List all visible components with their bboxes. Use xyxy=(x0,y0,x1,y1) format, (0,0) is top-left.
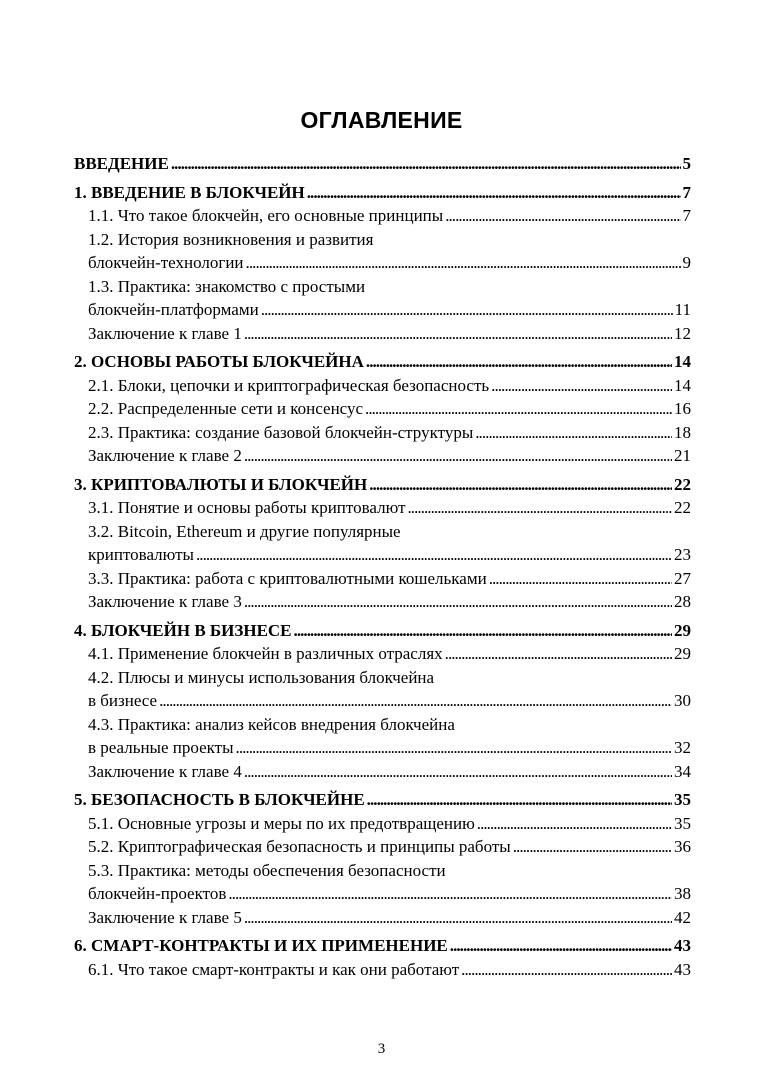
toc-entry-title: криптовалюты xyxy=(88,545,194,564)
dot-leader xyxy=(244,444,672,468)
toc-page-number: 7 xyxy=(682,206,691,225)
toc-entry-title: 6. СМАРТ-КОНТРАКТЫ И ИХ ПРИМЕНЕНИЕ xyxy=(74,936,448,955)
toc-section-entry[interactable] xyxy=(74,689,691,713)
toc-page-number: 22 xyxy=(674,474,691,494)
dot-leader xyxy=(477,812,672,836)
toc-page-number: 14 xyxy=(674,375,691,395)
toc-page-number: 43 xyxy=(674,959,691,979)
toc-entry-title: 4.1. Применение блокчейн в различных отраслях xyxy=(88,644,443,663)
toc-entry-title[interactable]: 1.2. История возникновения и развития xyxy=(88,229,374,249)
toc-page-number: 27 xyxy=(674,568,691,588)
toc-chapter-entry[interactable] xyxy=(74,934,691,958)
toc-entry-title[interactable]: 1.3. Практика: знакомство с простыми xyxy=(88,276,366,296)
toc-entry-title: 2.1. Блоки, цепочки и криптографическая безопасность xyxy=(88,375,490,395)
dot-leader xyxy=(307,181,681,205)
toc-entry-title: 3.1. Понятие и основы работы криптовалют xyxy=(88,498,406,517)
toc-page-number: 42 xyxy=(674,907,691,927)
toc-section-entry[interactable] xyxy=(74,397,691,421)
toc-entry-title: 5.1. Основные угрозы и меры по их предотвращению xyxy=(88,813,475,833)
toc-entry-title[interactable]: 3.2. Bitcoin, Ethereum и другие популярные xyxy=(88,521,401,541)
toc-page-number: 29 xyxy=(674,644,691,663)
toc-entry-title: 2.3. Практика: создание базовой блокчейн-структуры xyxy=(88,422,474,442)
toc-entry-title: 6.1. Что такое смарт-контракты и как они работают xyxy=(88,959,460,979)
toc-entry-title: блокчейн-технологии xyxy=(88,253,244,272)
toc-entry-title: блокчейн-проектов xyxy=(88,884,227,903)
toc-page-number: 18 xyxy=(674,422,691,442)
toc-entry-title[interactable]: 4.2. Плюсы и минусы использования блокчейна xyxy=(88,667,435,687)
dot-leader xyxy=(491,374,672,398)
toc-entry-title: 4. БЛОКЧЕЙН В БИЗНЕСЕ xyxy=(74,620,292,640)
dot-leader xyxy=(408,496,673,520)
dot-leader xyxy=(246,251,681,275)
toc-section-entry[interactable] xyxy=(74,298,691,322)
dot-leader xyxy=(367,788,672,812)
toc-page-number: 14 xyxy=(674,352,691,371)
toc-section-entry[interactable] xyxy=(74,204,691,228)
toc-page-number: 9 xyxy=(682,253,691,272)
toc-section-entry[interactable] xyxy=(74,543,691,567)
toc-section-entry[interactable] xyxy=(74,812,691,836)
dot-leader xyxy=(450,934,672,958)
toc-page-number: 32 xyxy=(674,738,691,757)
toc-entry-title: блокчейн-платформами xyxy=(88,300,259,319)
dot-leader xyxy=(369,473,672,497)
toc-section-entry[interactable] xyxy=(74,736,691,760)
toc-section-entry[interactable] xyxy=(74,322,691,346)
toc-section-entry[interactable] xyxy=(74,374,691,398)
toc-page-number: 38 xyxy=(674,884,691,903)
toc-page-number: 12 xyxy=(674,323,691,343)
dot-leader xyxy=(489,567,672,591)
toc-entry-title: в бизнесе xyxy=(88,691,158,710)
dot-leader xyxy=(196,543,672,567)
table-of-contents xyxy=(74,152,691,981)
dot-leader xyxy=(244,760,672,784)
toc-section-entry[interactable] xyxy=(74,642,691,666)
toc-entry-title: 1. ВВЕДЕНИЕ В БЛОКЧЕЙН xyxy=(74,182,305,202)
toc-page-number: 11 xyxy=(674,300,691,319)
toc-section-entry[interactable] xyxy=(74,590,691,614)
toc-page-number: 34 xyxy=(674,761,691,781)
toc-entry-title: Заключение к главе 4 xyxy=(88,761,242,781)
dot-leader xyxy=(244,322,672,346)
page-number: 3 xyxy=(377,1041,386,1057)
dot-leader xyxy=(244,590,672,614)
toc-entry-title: 1.1. Что такое блокчейн, его основные принципы xyxy=(88,206,444,225)
toc-page-number: 7 xyxy=(682,182,691,202)
toc-entry-title: 2. ОСНОВЫ РАБОТЫ БЛОКЧЕЙНА xyxy=(74,352,364,371)
dot-leader xyxy=(366,350,672,374)
dot-leader xyxy=(461,958,672,982)
toc-page-number: 5 xyxy=(682,154,691,173)
toc-page-number: 30 xyxy=(674,691,691,710)
toc-section-entry[interactable] xyxy=(74,444,691,468)
toc-chapter-entry[interactable] xyxy=(74,619,691,643)
toc-section-entry[interactable] xyxy=(74,882,691,906)
toc-entry-title: 2.2. Распределенные сети и консенсус xyxy=(88,399,364,418)
toc-page-number: 23 xyxy=(674,545,691,564)
toc-entry-title: Заключение к главе 2 xyxy=(88,446,242,465)
toc-entry-title: 5. БЕЗОПАСНОСТЬ В БЛОКЧЕЙНЕ xyxy=(74,790,365,809)
dot-leader xyxy=(445,204,680,228)
toc-section-entry[interactable] xyxy=(74,567,691,591)
dot-leader xyxy=(365,397,672,421)
toc-entry-title: Заключение к главе 3 xyxy=(88,592,242,611)
toc-page-number: 28 xyxy=(674,592,691,611)
toc-section-entry[interactable] xyxy=(74,760,691,784)
toc-page-number: 21 xyxy=(674,446,691,465)
toc-entry-title: Заключение к главе 5 xyxy=(88,907,242,927)
toc-section-entry[interactable] xyxy=(74,906,691,930)
toc-page-number: 22 xyxy=(674,498,691,517)
toc-chapter-entry[interactable] xyxy=(74,181,691,205)
dot-leader xyxy=(294,619,672,643)
dot-leader xyxy=(228,882,672,906)
dot-leader xyxy=(513,835,672,859)
toc-page-number: 29 xyxy=(674,620,691,640)
dot-leader xyxy=(445,642,672,666)
toc-entry-title: 3.3. Практика: работа с криптовалютными кошельками xyxy=(88,568,487,588)
toc-entry-title: 3. КРИПТОВАЛЮТЫ И БЛОКЧЕЙН xyxy=(74,474,368,494)
toc-entry-title: Заключение к главе 1 xyxy=(88,323,242,343)
toc-section-entry[interactable] xyxy=(74,835,691,859)
toc-section-entry[interactable] xyxy=(74,421,691,445)
toc-section-entry[interactable] xyxy=(74,958,691,982)
toc-page-number: 36 xyxy=(674,837,691,856)
dot-leader xyxy=(475,421,672,445)
toc-page-number: 35 xyxy=(674,790,691,809)
dot-leader xyxy=(261,298,673,322)
dot-leader xyxy=(236,736,672,760)
toc-title: ОГЛАВЛЕНИЕ xyxy=(300,107,463,133)
toc-section-entry[interactable] xyxy=(74,251,691,275)
toc-chapter-entry[interactable] xyxy=(74,152,691,176)
toc-page-number: 43 xyxy=(674,936,691,955)
toc-chapter-entry[interactable] xyxy=(74,473,691,497)
toc-entry-title[interactable]: 5.3. Практика: методы обеспечения безопасности xyxy=(88,860,446,880)
toc-entry-title: 5.2. Криптографическая безопасность и принципы работы xyxy=(88,837,511,856)
dot-leader xyxy=(159,689,672,713)
toc-entry-title: ВВЕДЕНИЕ xyxy=(74,154,169,173)
toc-chapter-entry[interactable] xyxy=(74,788,691,812)
toc-section-entry[interactable] xyxy=(74,496,691,520)
toc-page-number: 35 xyxy=(674,813,691,833)
toc-entry-title: в реальные проекты xyxy=(88,738,234,757)
dot-leader xyxy=(244,906,672,930)
dot-leader xyxy=(171,152,681,176)
toc-page-number: 16 xyxy=(674,399,691,418)
toc-chapter-entry[interactable] xyxy=(74,350,691,374)
toc-entry-title[interactable]: 4.3. Практика: анализ кейсов внедрения блокчейна xyxy=(88,714,455,734)
